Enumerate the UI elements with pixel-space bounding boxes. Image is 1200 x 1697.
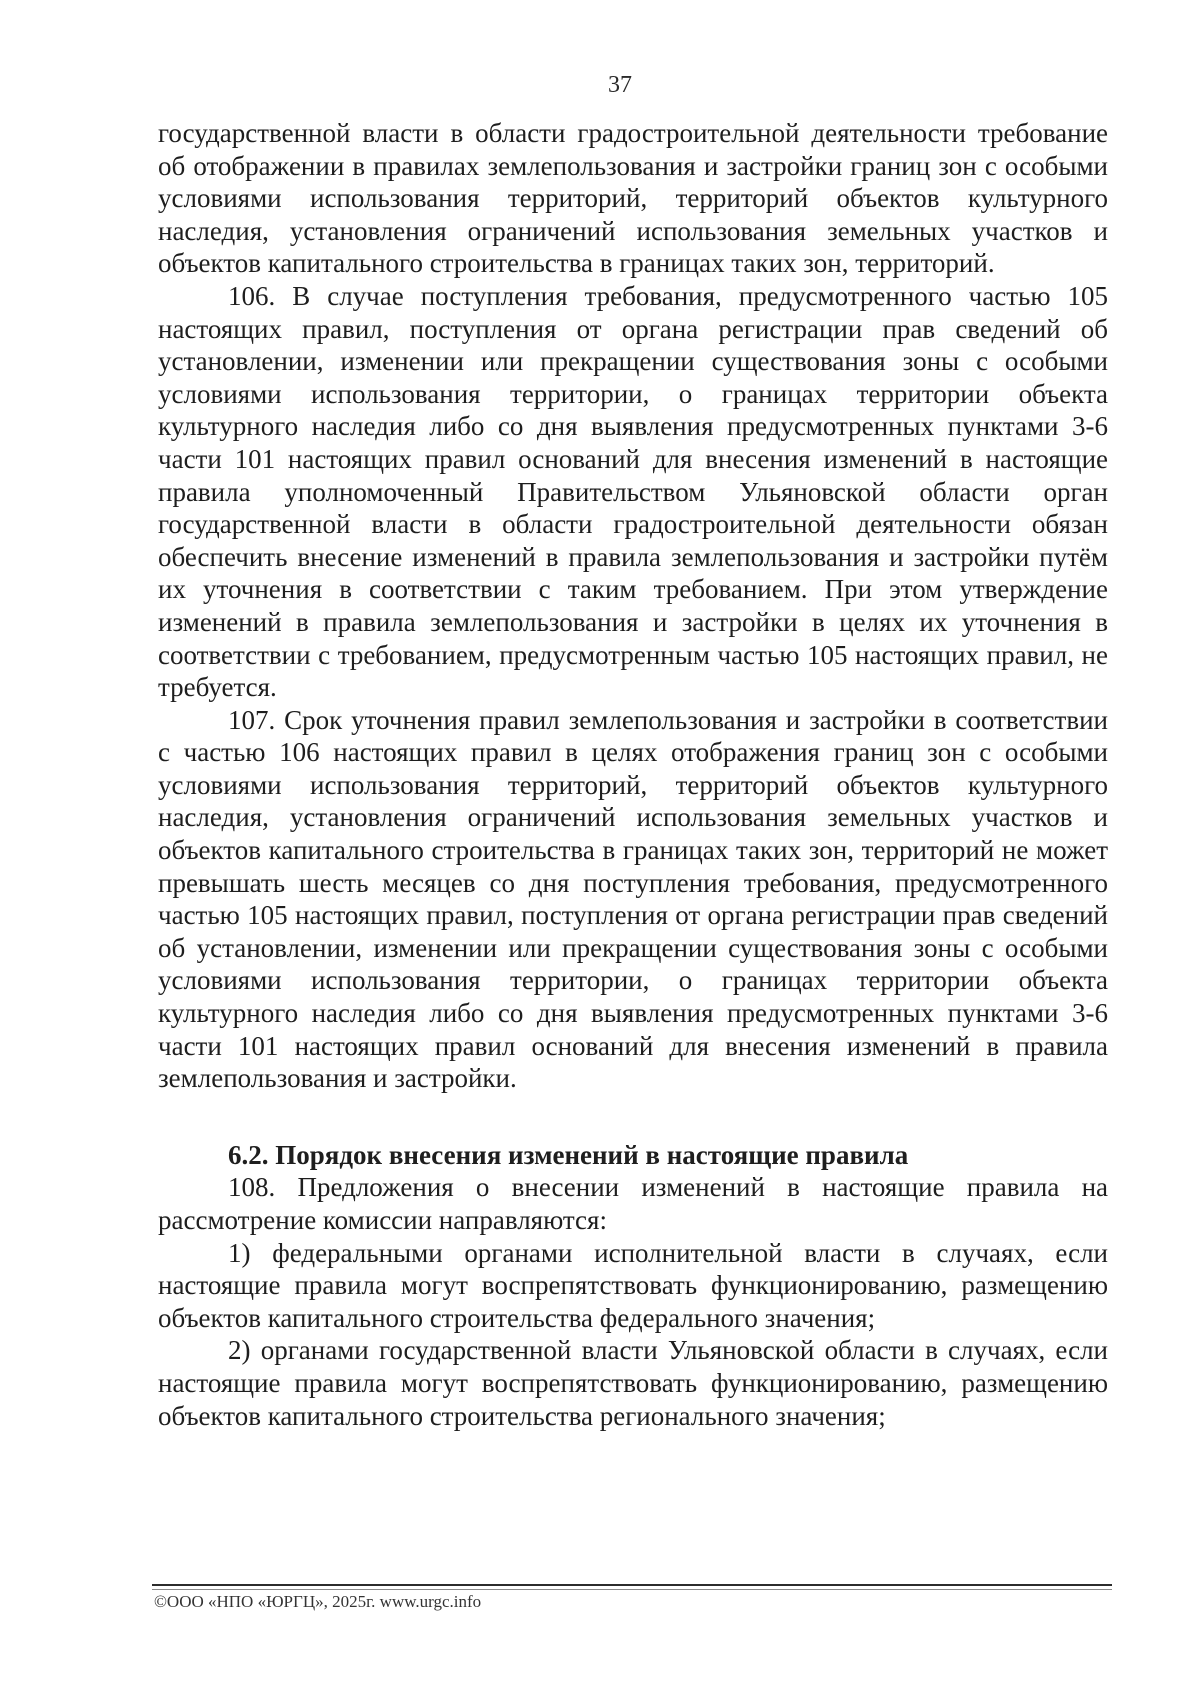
paragraph-107: 107. Срок уточнения правил землепользования и застройки в соответствии с частью 106 настоящих правил в целях отображения границ зон с особыми условиями использования территорий, территорий объектов культурного наследия, установления ограничений использования земельных участков и объектов капитального строительства в границах таких зон, территорий не может превышать шесть месяцев со дня поступления требования, предусмотренного частью 105 настоящих правил, поступления от органа регистрации прав сведений об установлении, изменении или прекращении существования зоны с особыми условиями использования территории, о границах территории объекта культурного наследия либо со дня выявления предусмотренных пунктами 3-6 части 101 настоящих правил оснований для внесения изменений в правила землепользования и застройки. bbox=[158, 704, 1108, 1094]
paragraph-108: 108. Предложения о внесении изменений в настоящие правила на рассмотрение комиссии направляются: bbox=[158, 1172, 1108, 1235]
document-body bbox=[158, 117, 1108, 1432]
list-item-108-1: 1) федеральными органами исполнительной власти в случаях, если настоящие правила могут воспрепятствовать функционированию, размещению объектов капитального строительства федерального значения; bbox=[158, 1237, 1108, 1333]
footer-divider-thin bbox=[152, 1589, 1112, 1590]
footer-copyright: ©ООО «НПО «ЮРГЦ», 2025г. www.urgc.info bbox=[154, 1592, 482, 1611]
list-item-108-2: 2) органами государственной власти Ульяновской области в случаях, если настоящие правила могут воспрепятствовать функционированию, размещению объектов капитального строительства регионального значения; bbox=[158, 1335, 1108, 1431]
footer-divider bbox=[152, 1584, 1112, 1586]
paragraph-continuation: государственной власти в области градостроительной деятельности требование об отображении в правилах землепользования и застройки границ зон с особыми условиями использования территорий, территорий объектов культурного наследия, установления ограничений использования земельных участков и объектов капитального строительства в границах таких зон, территорий. bbox=[158, 118, 1108, 279]
section-heading: 6.2. Порядок внесения изменений в настоящие правила bbox=[228, 1139, 909, 1170]
paragraph-106: 106. В случае поступления требования, предусмотренного частью 105 настоящих правил, поступления от органа регистрации прав сведений об установлении, изменении или прекращении существования зоны с особыми условиями использования территории, о границах территории объекта культурного наследия либо со дня выявления предусмотренных пунктами 3-6 части 101 настоящих правил оснований для внесения изменений в настоящие правила уполномоченный Правительством Ульяновской области орган государственной власти в области градостроительной деятельности обязан обеспечить внесение изменений в правила землепользования и застройки путём их уточнения в соответствии с таким требованием. При этом утверждение изменений в правила землепользования и застройки в целях их уточнения в соответствии с требованием, предусмотренным частью 105 настоящих правил, не требуется. bbox=[158, 280, 1108, 703]
page-number: 37 bbox=[608, 72, 632, 98]
